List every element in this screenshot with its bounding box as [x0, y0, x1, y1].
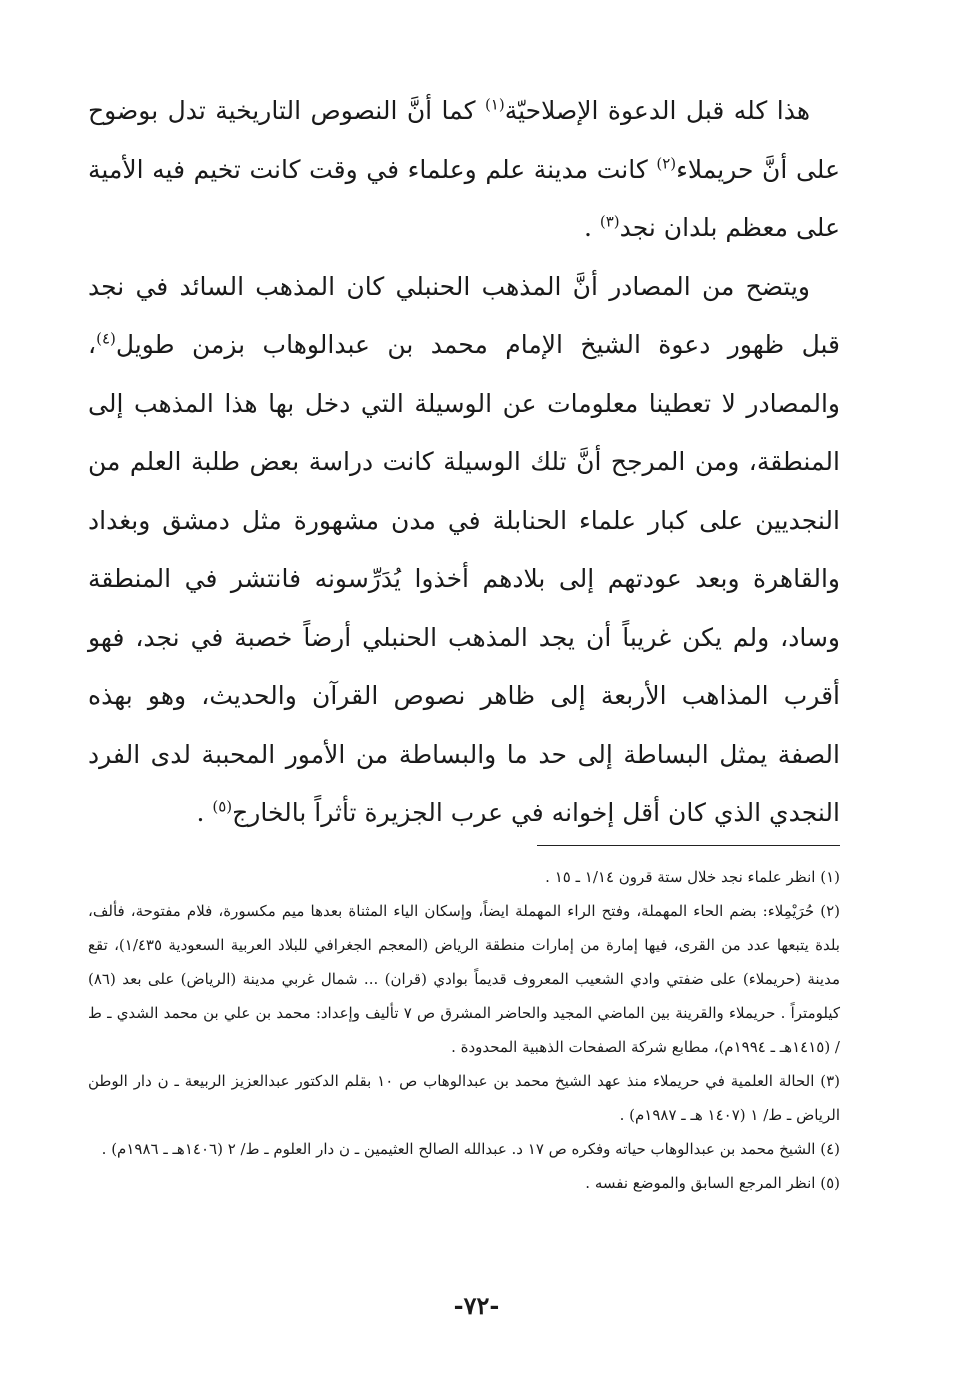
footnote-separator [537, 845, 840, 846]
footnote-3: (٣) الحالة العلمية في حريملاء منذ عهد الشيخ محمد بن عبدالوهاب ص ١٠ بقلم الدكتور عبدالعزيز الربيعة ـ ن دار الوطن الرياض ـ ط/ ١ (١٤٠٧ هـ ـ ١٩٨٧م) . [88, 1072, 840, 1124]
footnote-4: (٤) الشيخ محمد بن عبدالوهاب حياته وفكره ص ١٧ د. عبدالله الصالح العثيمين ـ ن دار العلوم ـ ط/ ٢ (١٤٠٦هـ ـ ١٩٨٦م) . [101, 1140, 840, 1158]
footnote-ref-3: (٣) [599, 212, 620, 231]
main-text [88, 82, 840, 843]
footnote-5: (٥) انظر المرجع السابق والموضع نفسه . [585, 1174, 840, 1192]
paragraph-2 [88, 258, 840, 843]
footnote-ref-5: (٥) [212, 797, 233, 816]
page-number: -٧٢- [453, 1291, 500, 1320]
text-span: ويتضح من المصادر أنَّ المذهب الحنبلي كان المذهب السائد في نجد قبل ظهور دعوة الشيخ الإمام محمد بن عبدالوهاب بزمن طويل [88, 271, 840, 359]
text-span: كما أنَّ النصوص التاريخية تدل بوضوح على أنَّ حريملاء [88, 96, 840, 184]
text-span: هذا كله قبل الدعوة الإصلاحيّة [504, 96, 811, 125]
text-span: . [583, 213, 600, 242]
footnote-1: (١) انظر علماء نجد خلال ستة قرون ١/١٤ ـ ١٥ . [545, 868, 840, 886]
footnote-ref-2: (٢) [656, 154, 677, 173]
footnote-2: (٢) حُرَيْمِلاء: بضم الحاء المهملة، وفتح الراء المهملة ايضاً، وإسكان الياء المثناة بعدها ميم مكسورة، فلام مفتوحة، فألف، بلدة يتبعها عدد من القرى، فيها إمارة من إمارات منطقة الرياض (المعجم الجغرافي للبلاد العربية السعودية ١/٤٣٥)، تقع مدينة (حريملاء) على ضفتي وادي الشعيب المعروف قديماً بوادي (قران) ... شمال غربي مدينة (الرياض) على بعد (٨٦) كيلومتراً . حريملاء والقرينة بين الماضي المجيد والحاضر المشرق ص ٧ تأليف وإعداد: محمد بن علي بن محمد الشدي ـ ط / (١٤١٥هـ ـ ١٩٩٤م)، مطابع شركة الصفحات الذهبية المحدودة . [88, 902, 840, 1056]
text-span: . [196, 798, 213, 827]
footnotes [88, 860, 840, 1200]
paragraph-1 [88, 82, 840, 258]
text-span: ، والمصادر لا تعطينا معلومات عن الوسيلة التي دخل بها هذا المذهب إلى المنطقة، ومن المرجح أنَّ تلك الوسيلة كانت دراسة بعض طلبة العلم من النجديين على كبار علماء الحنابلة في مدن مشهورة مثل دمشق وبغداد والقاهرة وبعد عودتهم إلى بلادهم أخذوا يُدَرِّسونه فانتشر في المنطقة وساد، ولم يكن غريباً أن يجد المذهب الحنبلي أرضاً خصبة في نجد، فهو أقرب المذاهب الأربعة إلى ظاهر نصوص القرآن والحديث، وهو بهذه الصفة يمثل البساطة إلى حد ما والبساطة من الأمور المحببة لدى الفرد النجدي الذي كان أقل إخوانه في عرب الجزيرة تأثراً بالخارج [88, 330, 840, 827]
footnote-ref-4: (٤) [96, 329, 116, 348]
text-span: كانت مدينة علم وعلماء في وقت كانت تخيم فيه الأمية على معظم بلدان نجد [88, 154, 840, 242]
footnote-ref-1: (١) [484, 95, 505, 114]
